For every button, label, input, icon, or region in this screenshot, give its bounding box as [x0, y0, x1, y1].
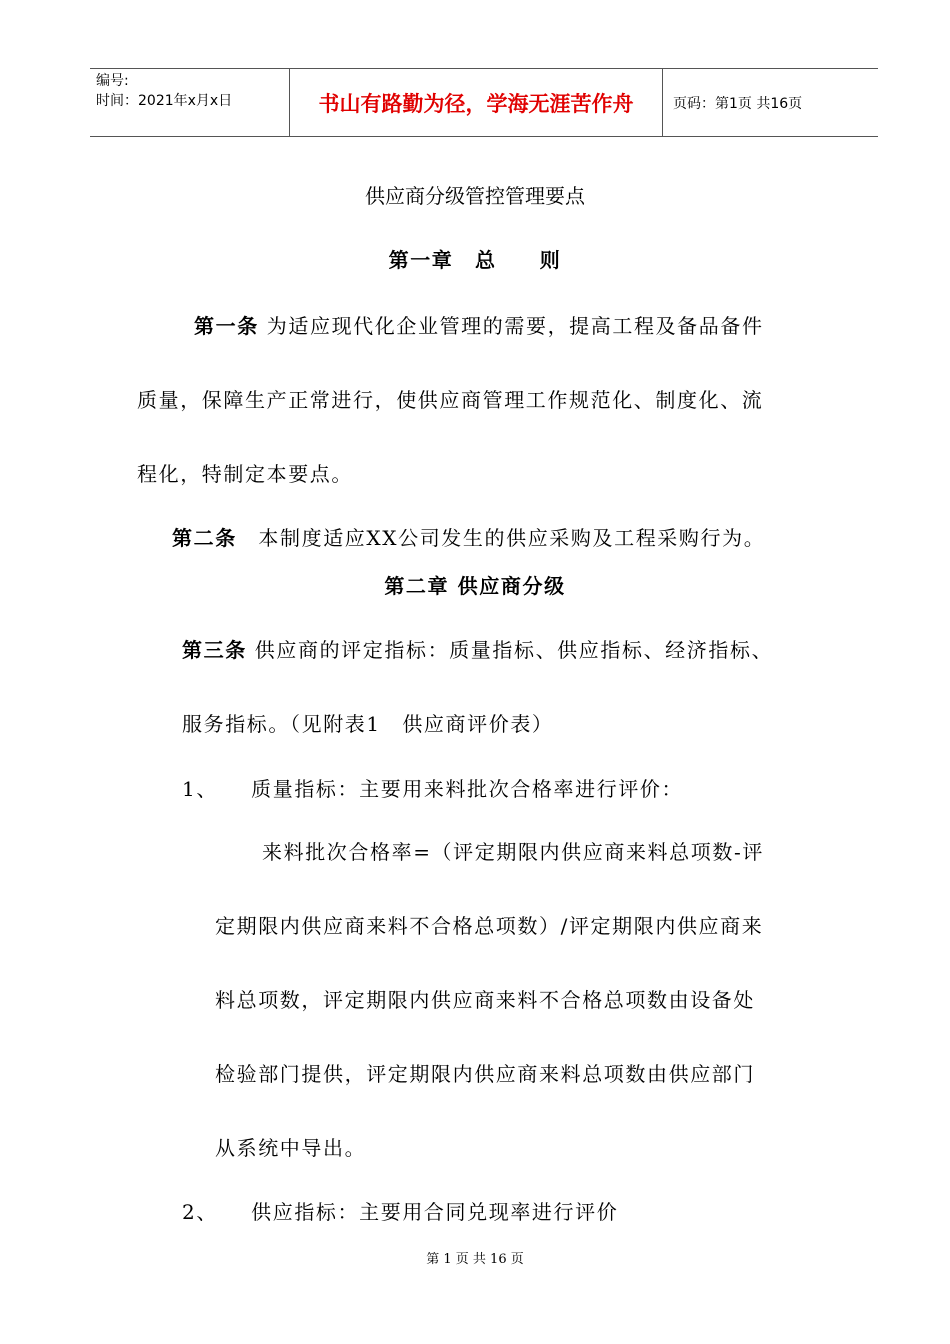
- article-2-text: 本制度适应XX公司发生的供应采购及工程采购行为。: [236, 526, 766, 550]
- article-3-line-2: 服务指标。（见附表1 供应商评价表）: [182, 712, 554, 736]
- item-1-line-2: 来料批次合格率=（评定期限内供应商来料总项数-评: [262, 840, 764, 864]
- item-1-line-3: 定期限内供应商来料不合格总项数）/评定期限内供应商来: [215, 914, 764, 938]
- article-1-label: 第一条: [194, 314, 259, 338]
- document-title: 供应商分级管控管理要点: [365, 184, 585, 208]
- header-motto: 书山有路勤为径，学海无涯苦作舟: [290, 69, 663, 136]
- article-1-line-2: 质量，保障生产正常进行，使供应商管理工作规范化、制度化、流: [137, 388, 764, 412]
- item-1-heading: 1、 质量指标：主要用来料批次合格率进行评价：: [182, 777, 684, 801]
- item-1-line-5: 检验部门提供，评定期限内供应商来料总项数由供应部门: [215, 1062, 755, 1086]
- header-meta: [90, 69, 290, 136]
- page-footer: 第 1 页 共 16 页: [426, 1252, 524, 1267]
- chapter-1-heading: 第一章 总 则: [388, 248, 562, 272]
- header-page-number: 页码：第1页 共16页: [673, 95, 803, 112]
- item-1-line-6: 从系统中导出。: [215, 1136, 367, 1160]
- article-2-label: 第二条: [172, 526, 237, 550]
- article-1-line-3: 程化，特制定本要点。: [137, 462, 353, 486]
- item-1-line-4: 料总项数，评定期限内供应商来料不合格总项数由设备处: [215, 988, 755, 1012]
- article-3-label: 第三条: [182, 638, 247, 662]
- article-1-text: 为适应现代化企业管理的需要，提高工程及备品备件: [258, 314, 764, 338]
- item-2-heading: 2、 供应指标：主要用合同兑现率进行评价: [182, 1200, 619, 1224]
- article-1-line-1: [194, 310, 764, 339]
- article-2: [172, 522, 765, 551]
- page-header: [90, 68, 878, 137]
- article-3-line-1: [182, 634, 773, 663]
- article-3-text: 供应商的评定指标：质量指标、供应指标、经济指标、: [246, 638, 774, 662]
- header-number: 编号:: [96, 73, 129, 89]
- chapter-2-heading: 第二章 供应商分级: [384, 574, 566, 598]
- header-time: 时间：2021年x月x日: [96, 93, 233, 109]
